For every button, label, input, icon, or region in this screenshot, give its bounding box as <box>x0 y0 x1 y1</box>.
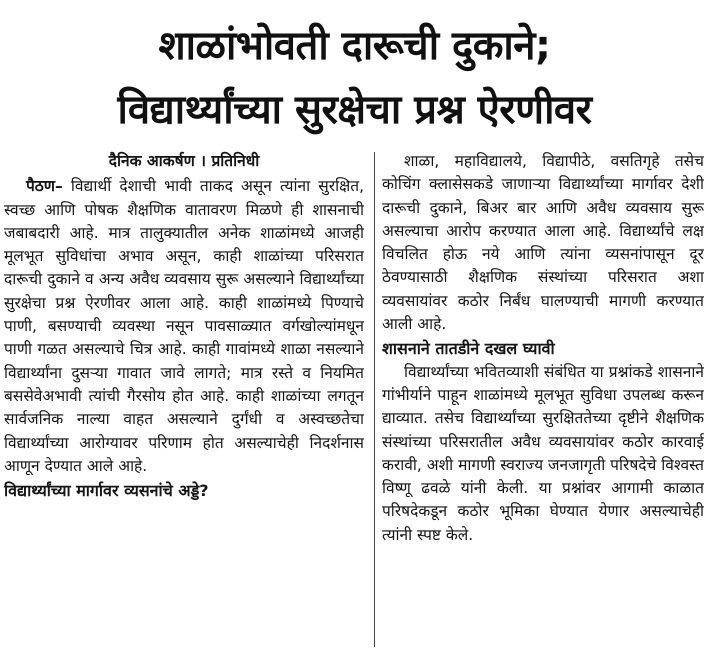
headline <box>0 14 709 142</box>
left-column <box>4 150 364 667</box>
column-divider <box>374 152 375 647</box>
subheading-right: शासनाने तातडीने दखल घ्यावी <box>382 339 555 359</box>
byline: दैनिक आकर्षण । प्रतिनिधी <box>108 152 260 170</box>
right-column <box>382 150 704 650</box>
article-paragraph-1 <box>4 175 364 478</box>
article-paragraph-3: विद्यार्थ्यांच्या भवितव्याशी संबंधित या प्रश्नांकडे शासनाने गांभीर्याने पाहून शाळांमध्ये मूलभूत सुविधा उपलब्ध करून द्याव्यात. तसेच विद्यार्थ्यांच्या सुरक्षिततेच्या दृष्टीने शैक्षणिक संस्थांच्या परिसरातील अवैध व्यवसायांवर कठोर कारवाई करावी, अशी मागणी स्वराज्य जनजागृती परिषदेचे विश्वस्त विष्णू ढवळे यांनी केली. या प्रश्नांवर आगामी काळात परिषदेकडून कठोर भूमिका घेण्यात येणार असल्याचेही त्यांनी स्पष्ट केले. <box>382 362 704 544</box>
dateline: पैठण– <box>26 177 63 196</box>
subheading-left: विद्यार्थ्यांच्या मार्गावर व्यसनांचे अड्डे? <box>4 481 209 501</box>
article-paragraph-2: शाळा, महाविद्यालये, विद्यापीठे, वसतिगृहे तसेच कोचिंग क्लासेसकडे जाणाऱ्या विद्यार्थ्यांच्या मार्गावर देशी दारूची दुकाने, बिअर बार आणि अवैध व्यवसाय सुरू असल्याचा आरोप करण्यात आला आहे. विद्यार्थ्यांचे लक्ष विचलित होऊ नये आणि त्यांना व्यसनांपासून दूर ठेवण्यासाठी शैक्षणिक संस्थांच्या परिसरात अशा व्यवसायांवर कठोर निर्बंध घालण्याची मागणी करण्यात आली आहे. <box>382 152 704 334</box>
paragraph-1-text: विद्यार्थी देशाची भावी ताकद असून त्यांना सुरक्षित, स्वच्छ आणि पोषक शैक्षणिक वातावरण मिळणे ही शासनाची जबाबदारी आहे. मात्र तालुक्यातील अनेक शाळांमध्ये आजही मूलभूत सुविधांचा अभाव असून, काही शाळांच्या परिसरात दारूची दुकाने व अन्य अवैध व्यवसाय सुरू असल्याने विद्यार्थ्यांच्या सुरक्षेचा प्रश्न ऐरणीवर आला आहे. काही शाळांमध्ये पिण्याचे पाणी, बसण्याची व्यवस्था नसून पावसाळ्यात वर्गखोल्यांमधून पाणी गळत असल्याचे चित्र आहे. काही गावांमध्ये शाळा नसल्याने विद्यार्थ्यांना दुसऱ्या गावात जावे लागते; मात्र रस्ते व नियमित बससेवेअभावी त्यांची गैरसोय होत आहे. काही शाळांच्या लगतून सार्वजनिक नाल्या वाहत असल्याने दुर्गंधी व अस्वच्छतेचा विद्यार्थ्यांच्या आरोग्यावर परिणाम होत असल्याचेही निदर्शनास आणून देण्यात आले आहे. <box>4 177 364 475</box>
headline-line-1: शाळांभोवती दारूची दुकाने; <box>158 23 551 69</box>
headline-line-2: विद्यार्थ्यांच्या सुरक्षेचा प्रश्न ऐरणीवर <box>117 87 592 133</box>
